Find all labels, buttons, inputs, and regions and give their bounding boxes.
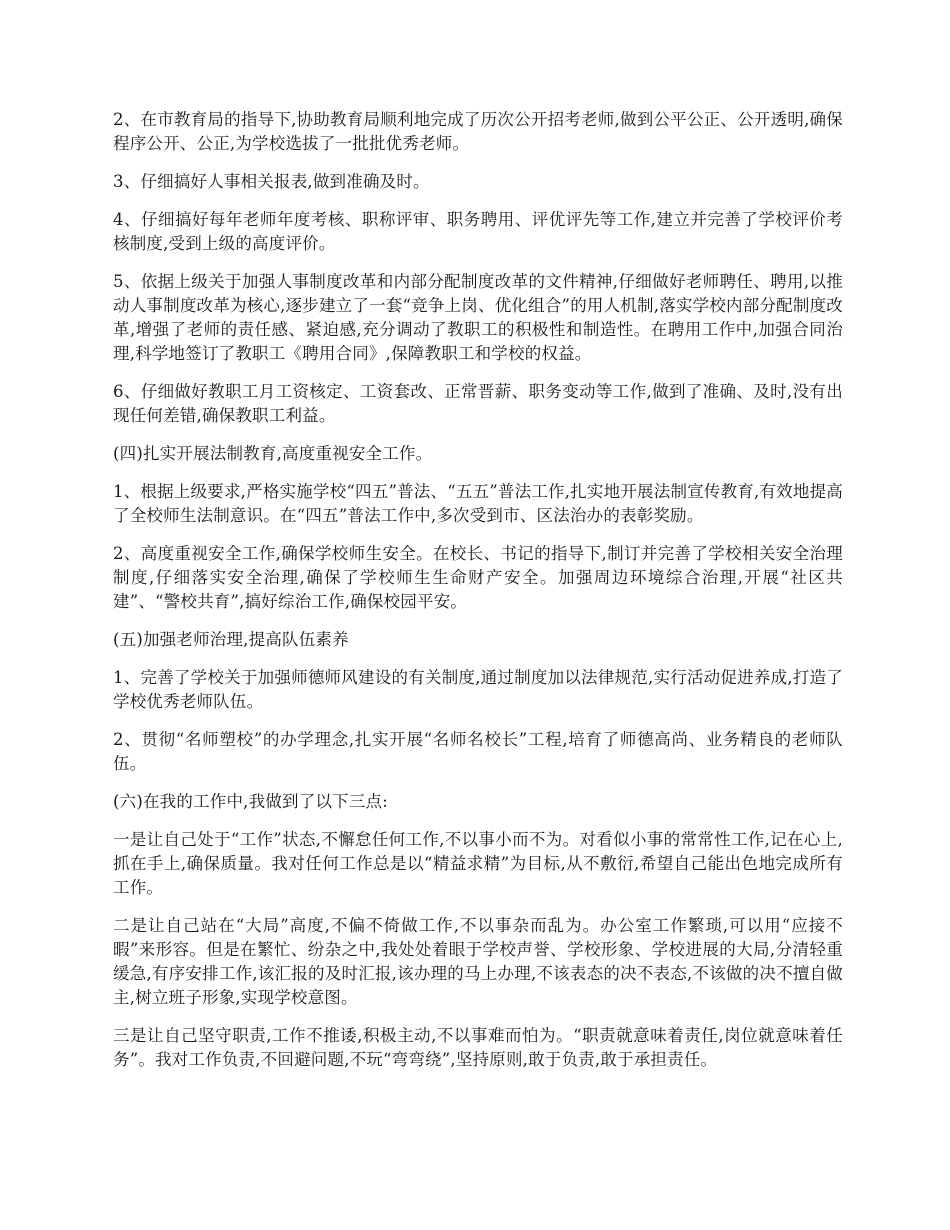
document-body: [113, 108, 843, 1086]
paragraph-teacher-ethics: 1、完善了学校关于加强师德师风建设的有关制度,通过制度加以法律规范,实行活动促进养成,打造了学校优秀老师队伍。: [113, 668, 843, 711]
section-heading-4-legal-safety: (四)扎实开展法制教育,高度重视安全工作。: [113, 444, 433, 463]
paragraph-item-2-recruitment: 2、在市教育局的指导下,协助教育局顺利地完成了历次公开招考老师,做到公平公正、公开透明,确保程序公开、公正,为学校选拔了一批批优秀老师。: [113, 110, 843, 153]
paragraph-item-3-reports: 3、仔细搞好人事相关报表,做到准确及时。: [113, 172, 430, 191]
section-heading-5-teacher-management: (五)加强老师治理,提高队伍素养: [113, 630, 349, 649]
paragraph-safety-work: 2、高度重视安全工作,确保学校师生安全。在校长、书记的指导下,制订并完善了学校相关安全治理制度,仔细落实安全治理,确保了学校师生生命财产安全。加强周边环境综合治理,开展“社区共建”、“警校共育”,搞好综治工作,确保校园平安。: [113, 544, 843, 611]
paragraph-item-6-salary: 6、仔细做好教职工月工资核定、工资套改、正常晋薪、职务变动等工作,做到了准确、及时,没有出现任何差错,确保教职工利益。: [113, 382, 843, 425]
paragraph-legal-education: 1、根据上级要求,严格实施学校“四五”普法、“五五”普法工作,扎实地开展法制宣传教育,有效地提高了全校师生法制意识。在“四五”普法工作中,多次受到市、区法治办的表彰奖励。: [113, 482, 843, 525]
paragraph-famous-teacher: 2、贯彻“名师塑校”的办学理念,扎实开展“名师名校长”工程,培育了师德高尚、业务精良的老师队伍。: [113, 730, 843, 773]
paragraph-point-three: 三是让自己坚守职责,工作不推诿,积极主动,不以事难而怕为。“职责就意味着责任,岗位就意味着任务”。我对工作负责,不回避问题,不玩“弯弯绕”,坚持原则,敢于负责,敢于承担责任。: [113, 1026, 843, 1069]
paragraph-point-two: 二是让自己站在“大局”高度,不偏不倚做工作,不以事杂而乱为。办公室工作繁琐,可以用“应接不暇”来形容。但是在繁忙、纷杂之中,我处处着眼于学校声誉、学校形象、学校进展的大局,分清轻重缓急,有序安排工作,该汇报的及时汇报,该办理的马上办理,不该表态的决不表态,不该做的决不擅自做主,树立班子形象,实现学校意图。: [113, 916, 843, 1007]
paragraph-point-one: 一是让自己处于“工作”状态,不懈怠任何工作,不以事小而不为。对看似小事的常常性工作,记在心上,抓在手上,确保质量。我对任何工作总是以“精益求精”为目标,从不敷衍,希望自己能出色地完成所有工作。: [113, 830, 843, 897]
section-heading-6-three-points: (六)在我的工作中,我做到了以下三点:: [113, 792, 388, 811]
paragraph-item-5-reform: 5、依据上级关于加强人事制度改革和内部分配制度改革的文件精神,仔细做好老师聘任、聘用,以推动人事制度改革为核心,逐步建立了一套“竞争上岗、优化组合”的用人机制,落实学校内部分配制度改革,增强了老师的责任感、紧迫感,充分调动了教职工的积极性和制造性。在聘用工作中,加强合同治理,科学地签订了教职工《聘用合同》,保障教职工和学校的权益。: [113, 272, 843, 363]
paragraph-item-4-assessment: 4、仔细搞好每年老师年度考核、职称评审、职务聘用、评优评先等工作,建立并完善了学校评价考核制度,受到上级的高度评价。: [113, 210, 843, 253]
